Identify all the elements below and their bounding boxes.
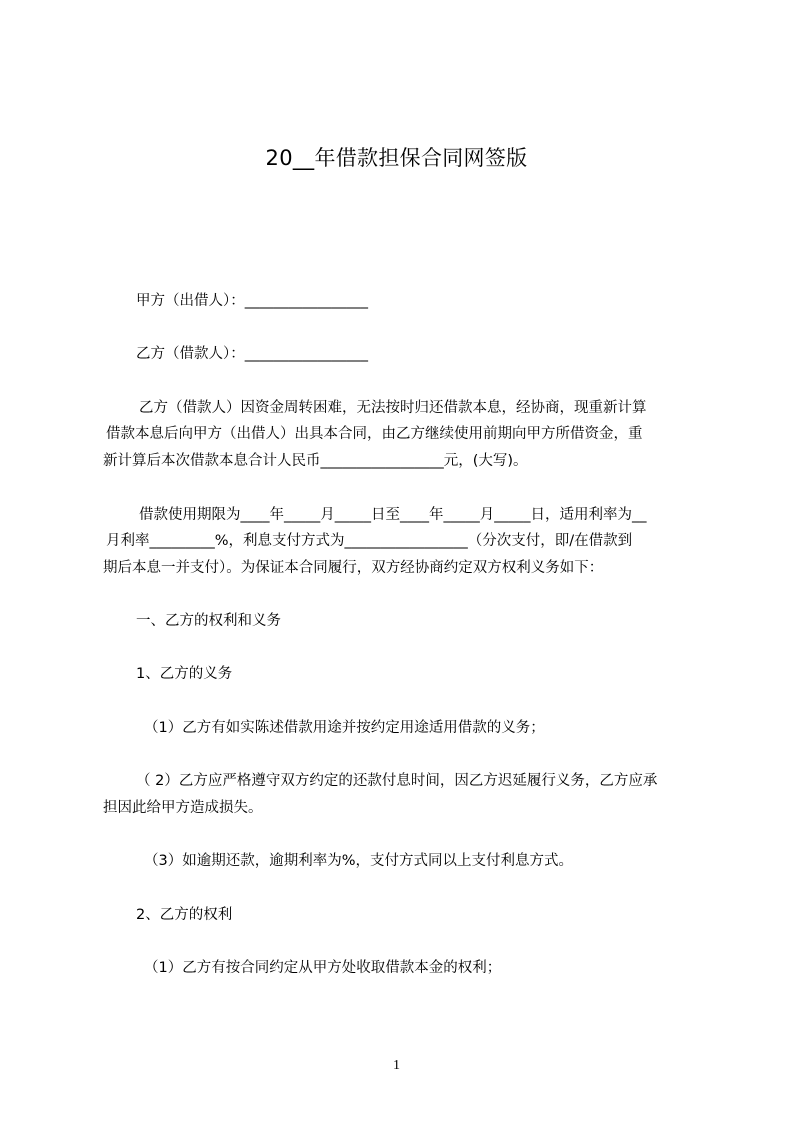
right-item-1: （1）乙方有按合同约定从甲方处收取借款本金的权利；	[144, 960, 502, 976]
paragraph-2-line-2: 月利率_________%，利息支付方式为_________________（分次支付，即/在借款到	[106, 533, 633, 549]
subsection-1-heading: 1、乙方的义务	[136, 666, 233, 682]
obligation-item-1: （1）乙方有如实陈述借款用途并按约定用途适用借款的义务；	[144, 720, 545, 736]
obligation-item-3: （3）如逾期还款，逾期利率为%，支付方式同以上支付利息方式。	[144, 853, 574, 869]
document-title: 20__年借款担保合同网签版	[265, 146, 528, 170]
paragraph-2-line-3: 期后本息一并支付）。为保证本合同履行，双方经协商约定双方权利义务如下：	[103, 560, 604, 576]
obligation-item-2-line-1: （ 2）乙方应严格遵守双方约定的还款付息时间，因乙方迟延履行义务，乙方应承	[136, 773, 658, 789]
page-number: 1	[393, 1058, 400, 1073]
paragraph-2-line-1: 借款使用期限为____年_____月_____日至____年_____月_____日，适用利率为__	[139, 507, 647, 523]
paragraph-1-line-3: 新计算后本次借款本息合计人民币_________________元，(大写)。	[103, 453, 528, 469]
section-1-heading: 一、乙方的权利和义务	[136, 613, 281, 629]
subsection-2-heading: 2、乙方的权利	[136, 907, 233, 923]
paragraph-1-line-2: 借款本息后向甲方（出借人）出具本合同，由乙方继续使用前期向甲方所借资金，重	[106, 426, 643, 442]
party-b-line: 乙方（借款人）：_________________	[136, 346, 368, 362]
obligation-item-2-line-2: 担因此给甲方造成损失。	[103, 800, 263, 816]
party-a-line: 甲方（出借人）：_________________	[136, 293, 368, 309]
paragraph-1-line-1: 乙方（借款人）因资金周转困难，无法按时归还借款本息，经协商，现重新计算	[139, 400, 647, 416]
